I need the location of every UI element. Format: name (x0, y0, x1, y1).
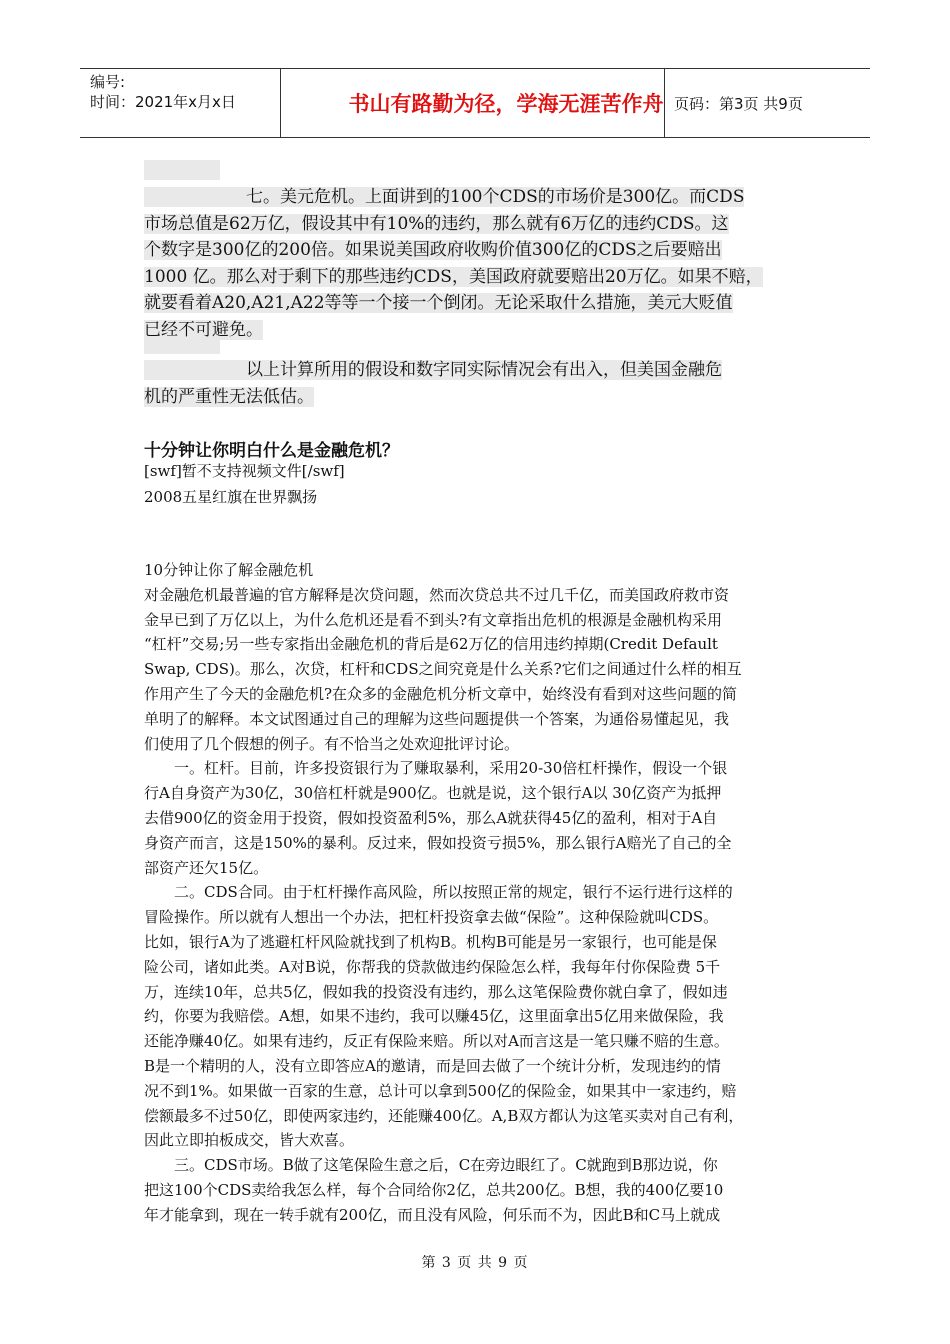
flag-note: 2008五星红旗在世界飘扬 (144, 488, 318, 506)
body-line: 偿额最多不过50亿，即使两家违约，还能赚400亿。A,B双方都认为这笔买卖对自己有利， (144, 1106, 744, 1125)
body-line: B是一个精明的人，没有立即答应A的邀请，而是回去做了一个统计分析，发现违约的情 (144, 1056, 721, 1075)
body-line: 还能净赚40亿。如果有违约，反正有保险来赔。所以对A而言这是一笔只赚不赔的生意。 (144, 1032, 729, 1051)
body-line: 比如，银行A为了逃避杠杆风险就找到了机构B。机构B可能是另一家银行，也可能是保 (144, 932, 717, 951)
article-title: 十分钟让你明白什么是金融危机？ (144, 441, 399, 461)
body-line: 因此立即拍板成交，皆大欢喜。 (144, 1131, 355, 1150)
header-info (80, 69, 280, 137)
section-line: 市场总值是62万亿，假设其中有10%的违约，那么就有6万亿的违约CDS。这 (144, 213, 729, 234)
motto-text: 书山有路勤为径，学海无涯苦作舟 (348, 92, 664, 116)
body-line: 金早已到了万亿以上，为什么危机还是看不到头?有文章指出危机的根源是金融机构采用 (144, 610, 723, 629)
section-line: 已经不可避免。 (144, 319, 263, 340)
page-header (80, 68, 870, 138)
conclusion-line: 机的严重性无法低估。 (144, 386, 314, 407)
body-line: 对金融危机最普遍的官方解释是次贷问题，然而次贷总共不过几千亿，而美国政府救市资 (144, 585, 730, 604)
body-line: 况不到1%。如果做一百家的生意，总计可以拿到500亿的保险金，如果其中一家违约，赔 (144, 1081, 737, 1100)
body-line: 把这100个CDS卖给我怎么样，每个合同给你2亿，总共200亿。B想，我的400亿要10 (144, 1180, 724, 1199)
section-seven (144, 184, 828, 343)
body-line: 三。CDS市场。B做了这笔保险生意之后，C在旁边眼红了。C就跑到B那边说，你 (144, 1156, 718, 1175)
body-line: 去借900亿的资金用于投资，假如投资盈利5%，那么A就获得45亿的盈利，相对于A自 (144, 808, 718, 827)
body-line: 万，连续10年，总共5亿，假如我的投资没有违约，那么这笔保险费你就白拿了，假如违 (144, 982, 728, 1001)
body-line: 二。CDS合同。由于杠杆操作高风险，所以按照正常的规定，银行不运行进行这样的 (144, 883, 733, 902)
body-line: 单明了的解释。本文试图通过自己的理解为这些问题提供一个答案，为通俗易懂起见，我 (144, 709, 730, 728)
body-line: 身资产而言，这是150%的暴利。反过来，假如投资亏损5%，那么银行A赔光了自己的全 (144, 833, 732, 852)
article-body (144, 558, 808, 1228)
section-line: 个数字是300亿的200倍。如果说美国政府收购价值300亿的CDS之后要赔出 (144, 240, 722, 260)
section-line: 1000 亿。那么对于剩下的那些违约CDS，美国政府就要赔出20万亿。如果不赔， (144, 266, 763, 287)
body-line: 险公司，诸如此类。A对B说，你帮我的贷款做违约保险怎么样，我每年付你保险费 5千 (144, 957, 721, 976)
body-line: 年才能拿到，现在一转手就有200亿，而且没有风险，何乐而不为，因此B和C马上就成 (144, 1205, 721, 1224)
body-line: “杠杆”交易;另一些专家指出金融危机的背后是62万亿的信用违约掉期(Credit Default (144, 635, 718, 654)
conclusion-line: 以上计算所用的假设和数字同实际情况会有出入，但美国金融危 (144, 360, 722, 380)
conclusion-paragraph (144, 357, 828, 410)
body-line: 行A自身资产为30亿，30倍杠杆就是900亿。也就是说，这个银行A以 30亿资产为抵押 (144, 784, 722, 803)
body-line: 一。杠杆。目前，许多投资银行为了赚取暴利，采用20-30倍杠杆操作，假设一个银 (144, 759, 728, 778)
shaded-blank (144, 160, 220, 180)
section-line: 就要看着A20,A21,A22等等一个接一个倒闭。无论采取什么措施，美元大贬值 (144, 293, 733, 313)
body-line: 们使用了几个假想的例子。有不恰当之处欢迎批评讨论。 (144, 734, 520, 753)
header-time: 时间：2021年x月x日 (90, 93, 236, 111)
body-line: 作用产生了今天的金融危机?在众多的金融危机分析文章中，始终没有看到对这些问题的简 (144, 684, 738, 703)
header-number: 编号: (90, 73, 126, 91)
body-line: 10分钟让你了解金融危机 (144, 561, 314, 579)
swf-note: [swf]暂不支持视频文件[/swf] (144, 462, 345, 480)
section-line: 七。美元危机。上面讲到的100个CDS的市场价是300亿。而CDS (144, 187, 745, 207)
body-line: 约，你要为我赔偿。A想，如果不违约，我可以赚45亿，这里面拿出5亿用来做保险，我 (144, 1007, 724, 1026)
body-line: Swap, CDS)。那么，次贷，杠杆和CDS之间究竟是什么关系?它们之间通过什么样的相互 (144, 660, 742, 679)
body-line: 部资产还欠15亿。 (144, 858, 269, 877)
body-line: 冒险操作。所以就有人想出一个办法，把杠杆投资拿去做“保险”。这种保险就叫CDS。 (144, 908, 719, 927)
page-footer: 第 3 页 共 9 页 (421, 1255, 529, 1271)
header-page: 页码：第3页 共9页 (674, 94, 803, 113)
